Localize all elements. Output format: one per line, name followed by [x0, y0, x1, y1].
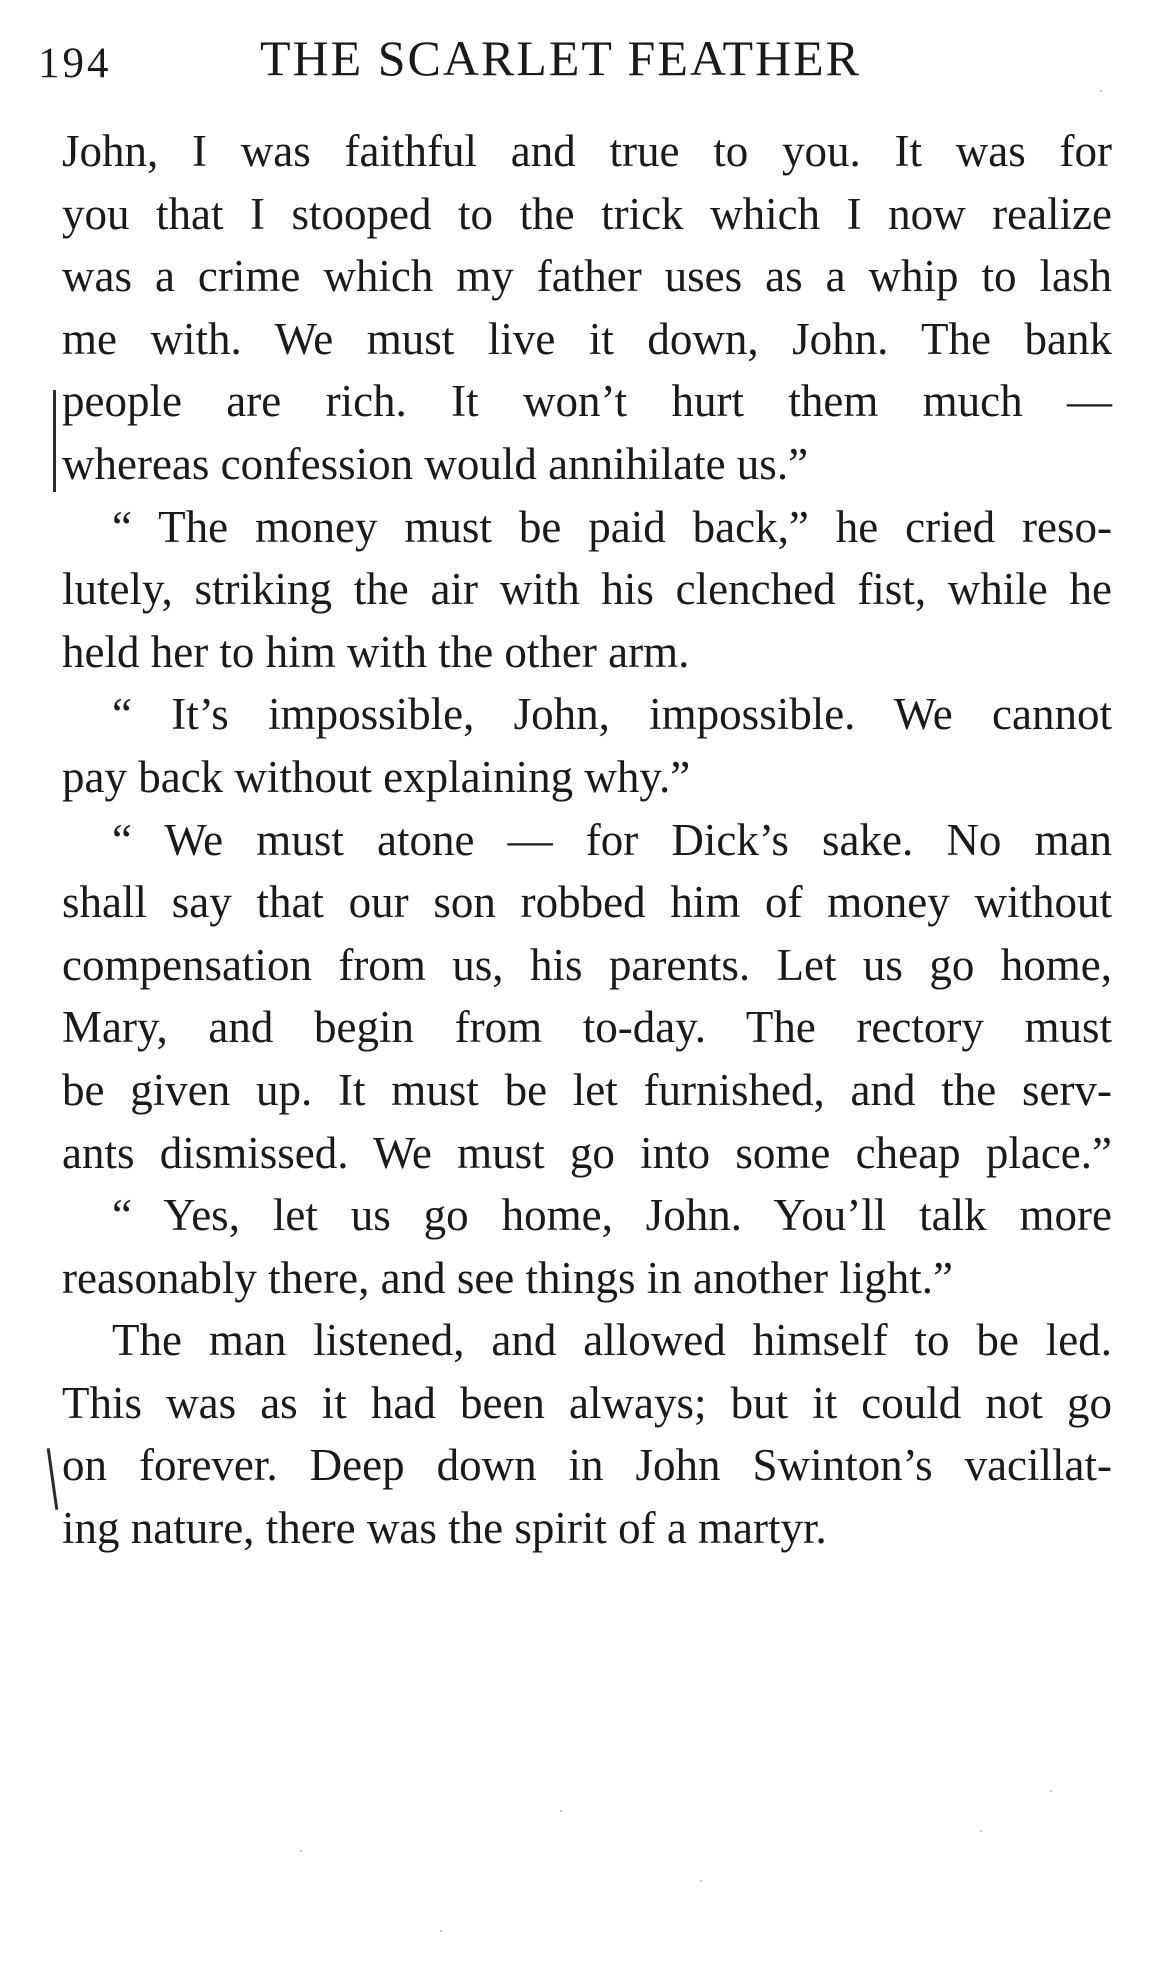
page-number: 194 [38, 40, 112, 87]
body-text [62, 120, 1112, 1560]
text-line: be given up. It must be let furnished, and the serv- [62, 1064, 1112, 1115]
text-line: on forever. Deep down in John Swinton’s vacillat- [62, 1440, 1112, 1491]
text-line: compensation from us, his parents. Let us go home, [62, 939, 1112, 990]
paper-speck [700, 1880, 702, 1882]
text-line: The man listened, and allowed himself to be led. [112, 1315, 1112, 1366]
running-head [38, 28, 1098, 88]
paper-speck [300, 1850, 302, 1852]
text-line: ing nature, there was the spirit of a martyr. [62, 1503, 827, 1554]
text-line: whereas confession would annihilate us.” [62, 438, 809, 489]
margin-pencil-mark [53, 390, 56, 492]
text-line: ants dismissed. We must go into some cheap place.” [62, 1127, 1112, 1178]
text-line: me with. We must live it down, John. The bank [62, 313, 1112, 364]
paper-speck [1100, 90, 1102, 92]
text-line: “ The money must be paid back,” he cried reso- [112, 501, 1112, 552]
text-line: lutely, striking the air with his clenched fist, while he [62, 564, 1112, 615]
text-line: was a crime which my father uses as a whip to lash [62, 251, 1112, 302]
paper-speck [560, 1810, 562, 1812]
text-line: “ It’s impossible, John, impossible. We cannot [112, 689, 1112, 740]
text-line: pay back without explaining why.” [62, 751, 691, 802]
text-line: Mary, and begin from to-day. The rectory must [62, 1002, 1112, 1053]
text-line: shall say that our son robbed him of money without [62, 877, 1112, 928]
text-line: people are rich. It won’t hurt them much — [62, 376, 1112, 427]
text-line: This was as it had been always; but it could not go [62, 1377, 1112, 1428]
text-line: “ Yes, let us go home, John. You’ll talk more [112, 1190, 1112, 1241]
text-line: reasonably there, and see things in another light.” [62, 1252, 953, 1303]
paper-speck [440, 1930, 442, 1932]
paper-speck [980, 1830, 982, 1832]
running-title: THE SCARLET FEATHER [260, 30, 861, 86]
text-line: “ We must atone — for Dick’s sake. No man [112, 814, 1112, 865]
text-line: held her to him with the other arm. [62, 626, 690, 677]
text-line: you that I stooped to the trick which I now realize [62, 188, 1112, 239]
text-line: John, I was faithful and true to you. It was for [62, 126, 1112, 176]
margin-pencil-mark [47, 1448, 59, 1510]
paper-speck [1050, 1790, 1052, 1792]
